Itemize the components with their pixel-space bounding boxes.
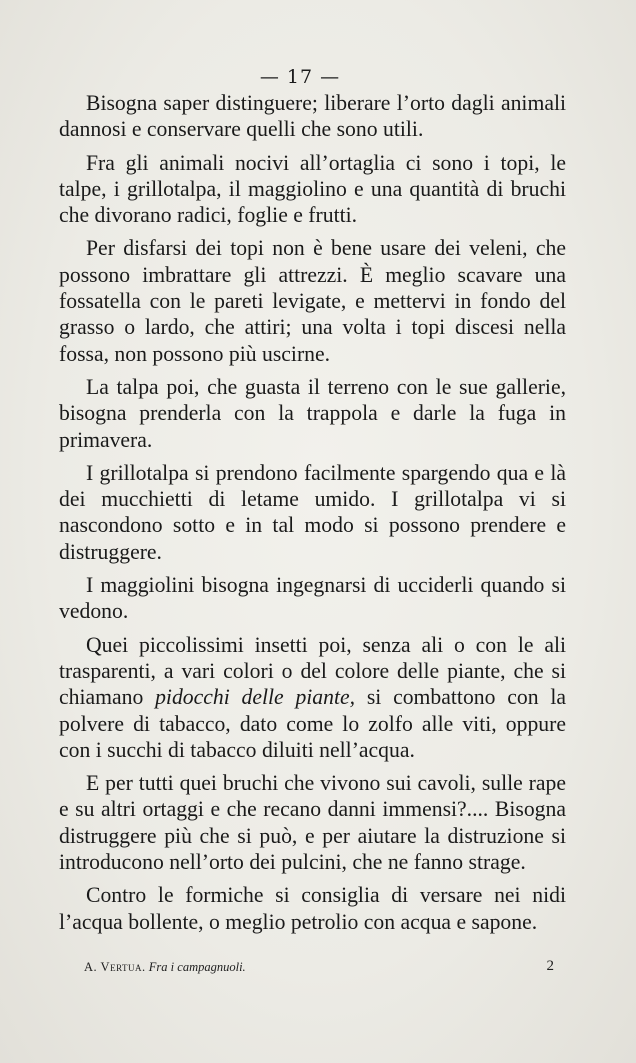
paragraph-harmful-animals: Fra gli animali nocivi all’ortaglia ci sono i topi, le talpe, i grillotalpa, il maggiolino e una quantità di bruchi che divorano radici, foglie e frutti. [59,150,566,228]
paragraph-moles: La talpa poi, che guasta il terreno con le sue gallerie, bisogna prenderla con la trappola e darle la fuga in primavera. [59,374,566,452]
page-footer [84,960,554,975]
footer-sheet-number: 2 [546,958,554,974]
paragraph-distinguish: Bisogna saper distinguere; liberare l’orto dagli animali dannosi e conservare quelli che sono utili. [59,91,566,142]
paragraph-aphids-after: si combattono con la polvere di tabacco, dato come lo zolfo alle viti, oppure con i succhi di tabacco diluiti nell’acqua. [59,685,566,762]
paragraph-mole-crickets: I grillotalpa si prendono facilmente spargendo qua e là dei mucchietti di letame umido. I grillotalpa vi si nascondono sotto e in tal modo si possono prendere e distruggere. [59,460,566,564]
paragraph-aphids-italic: pidocchi delle piante, [155,685,356,710]
page-body [59,90,566,942]
page-number: — 17 — [259,66,341,88]
footer-book-title: Fra i campagnuoli. [148,960,246,974]
paragraph-caterpillars: E per tutti quei bruchi che vivono sui cavoli, sulle rape e su altri ortaggi e che recano danni immensi?.... Bisogna distruggere più che si può, e per aiutare la distruzione si introducono nell’orto dei pulcini, che ne fanno strage. [59,771,566,875]
paragraph-ants: Contro le formiche si consiglia di versare nei nidi l’acqua bollente, o meglio petrolio con acqua e sapone. [59,883,566,934]
footer-author [84,960,146,974]
footer-author-name: A. Vertua. [84,960,146,974]
paragraph-cockchafers: I maggiolini bisogna ingegnarsi di ucciderli quando si vedono. [59,573,566,624]
paragraph-aphids-before: Quei piccolissimi insetti poi, senza ali o con le ali trasparenti, a vari colori o del colore delle piante, che si chiamano [59,632,566,710]
paragraph-aphids [59,632,566,763]
paragraph-mice: Per disfarsi dei topi non è bene usare dei veleni, che possono imbrattare gli attrezzi. È meglio scavare una fossatella con le pareti levigate, e mettervi in fondo del grasso o lardo, che attiri; una volta i topi discesi nella fossa, non possono più uscirne. [59,236,566,366]
